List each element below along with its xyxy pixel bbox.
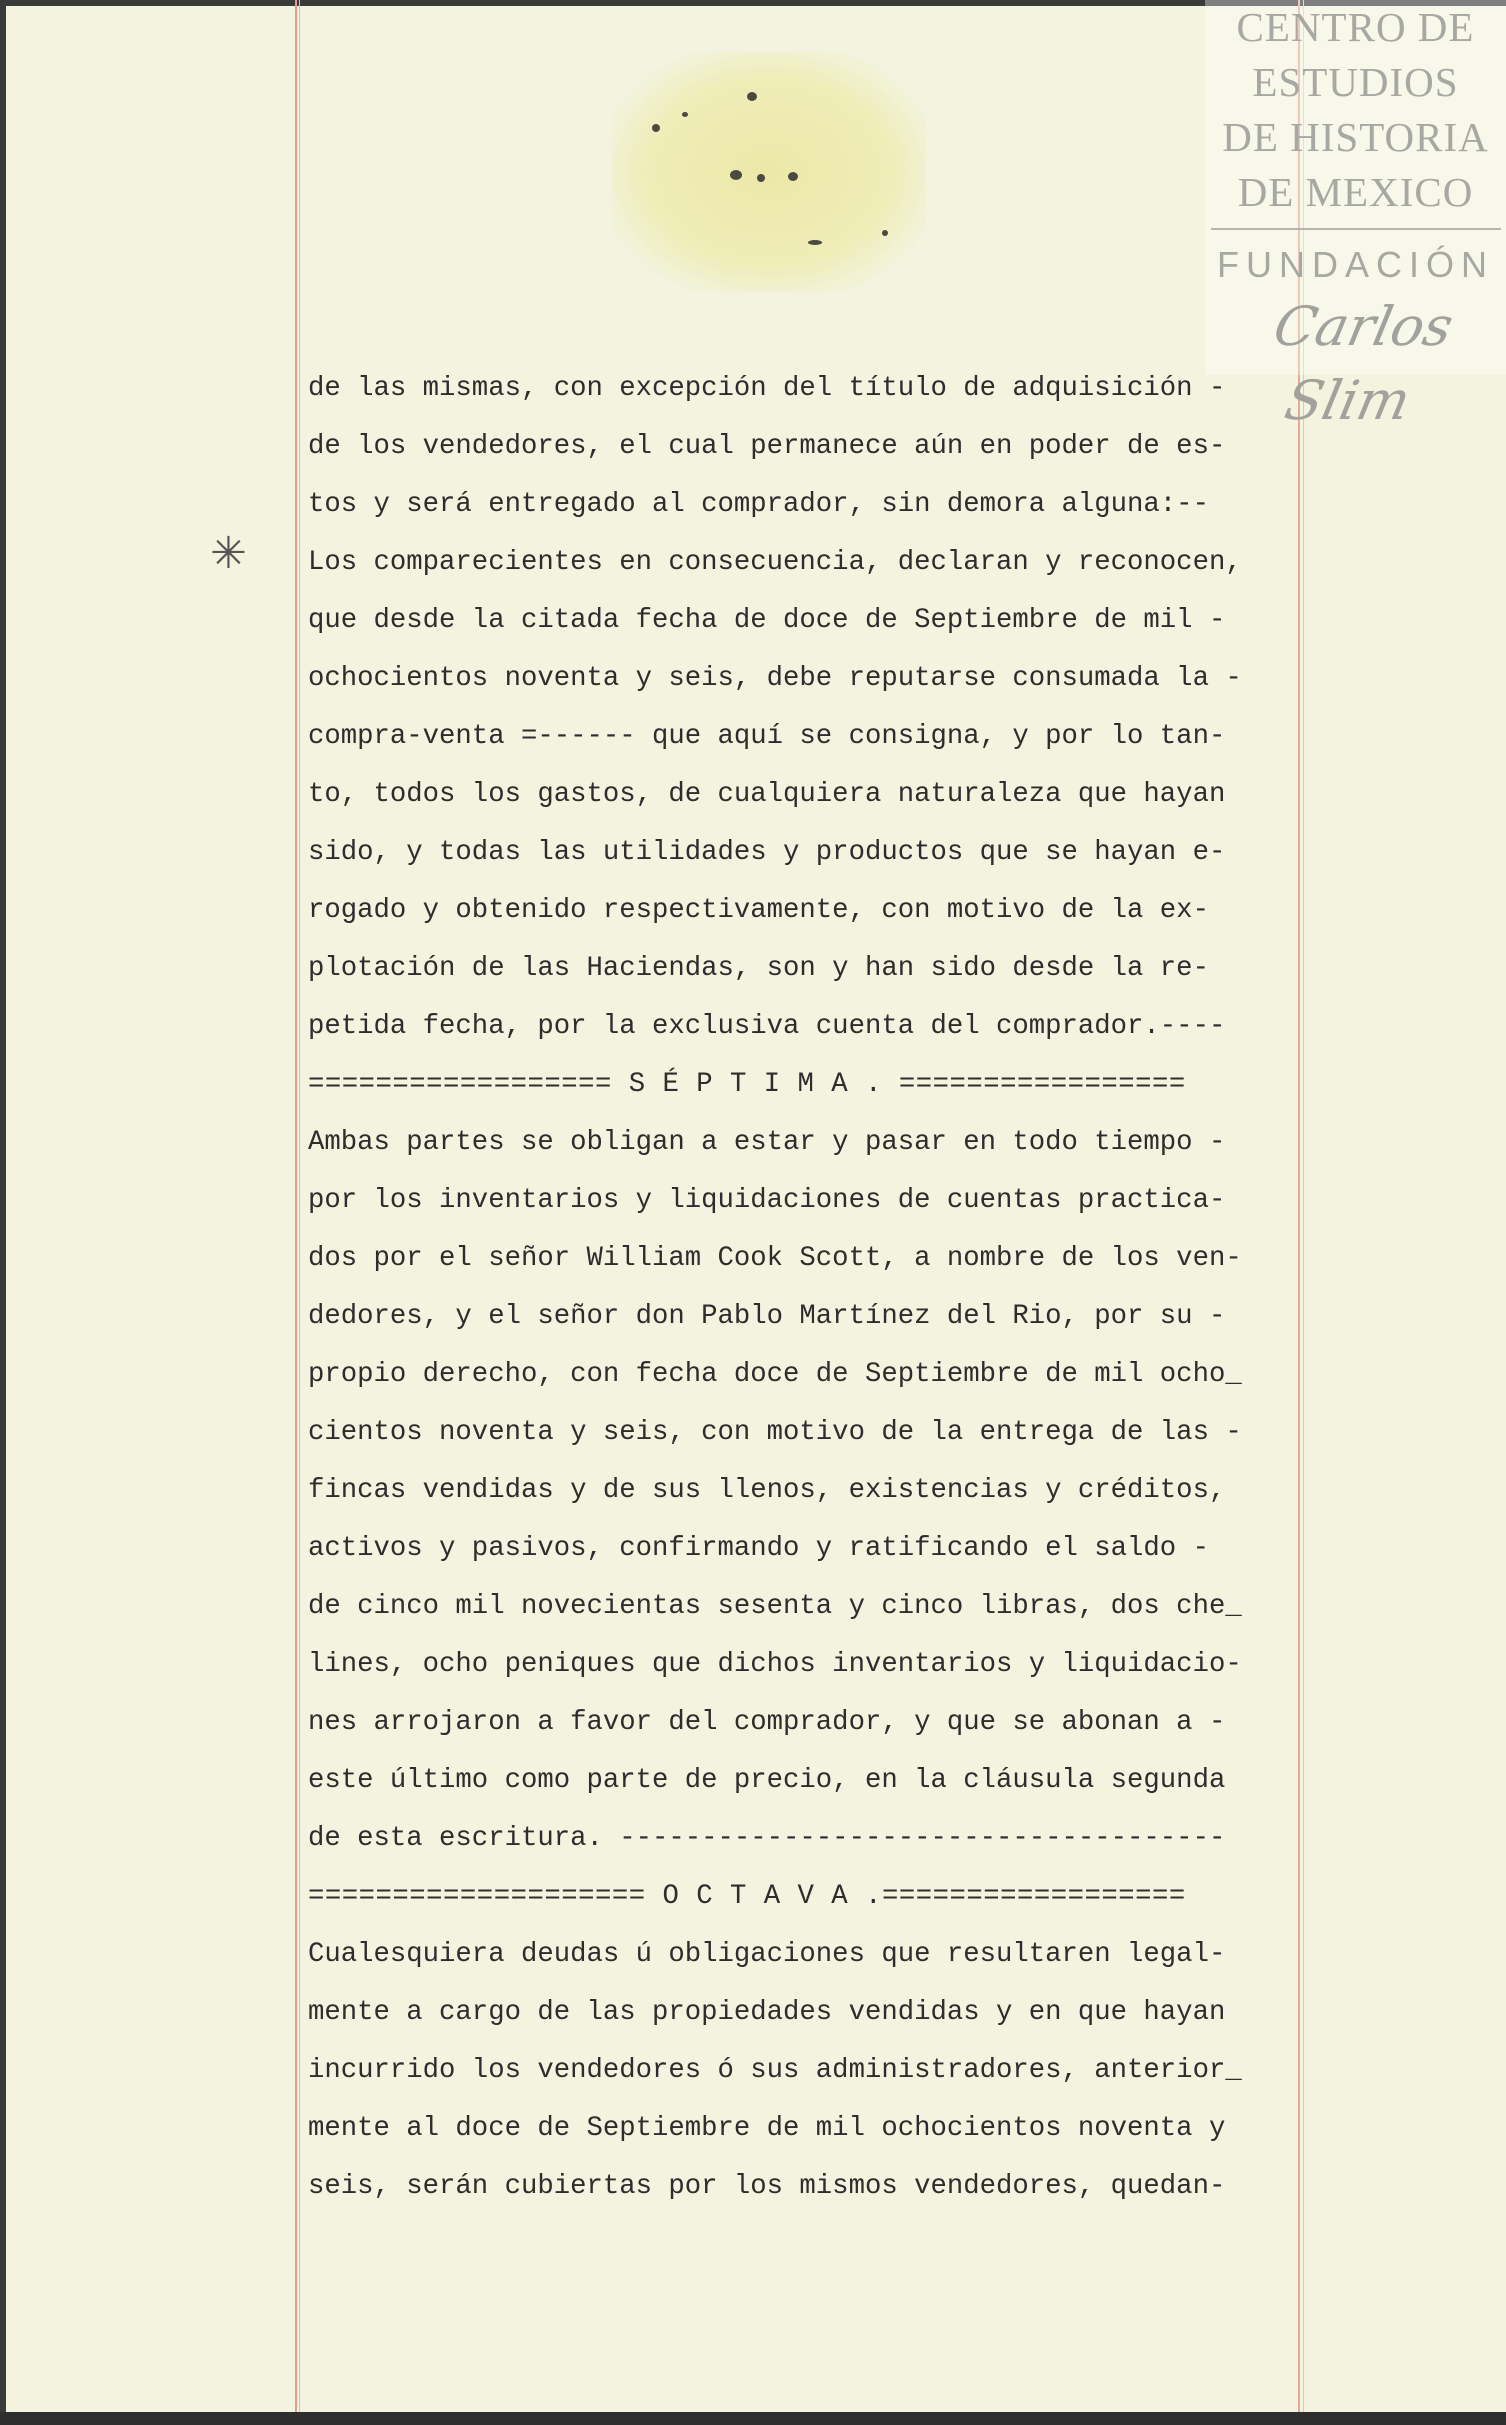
text-line: nes arrojaron a favor del comprador, y que se abonan a - [308, 1707, 1226, 1738]
watermark-line: DE MEXICO [1237, 169, 1474, 215]
text-line: ochocientos noventa y seis, debe reputarse consumada la - [308, 663, 1242, 694]
text-line: petida fecha, por la exclusiva cuenta del comprador.---- [308, 1011, 1226, 1042]
text-line: de los vendedores, el cual permanece aún en poder de es- [308, 431, 1226, 462]
text-line: compra-venta =------ que aquí se consigna, y por lo tan- [308, 721, 1226, 752]
stamp-mark [682, 112, 688, 117]
text-line: Los comparecientes en consecuencia, declaran y reconocen, [308, 547, 1242, 578]
faded-seal-stamp [612, 52, 926, 292]
text-line: Cualesquiera deudas ú obligaciones que resultaren legal- [308, 1939, 1226, 1970]
text-line: sido, y todas las utilidades y productos que se hayan e- [308, 837, 1226, 868]
typed-text-body [308, 360, 1308, 2216]
stamp-mark [730, 170, 742, 180]
text-line: tos y será entregado al comprador, sin demora alguna:-- [308, 489, 1209, 520]
stamp-mark [788, 172, 798, 181]
watermark-fundacion: FUNDACIÓN [1217, 244, 1494, 285]
watermark-line: CENTRO DE [1236, 4, 1475, 50]
watermark-signature: Carlos Slim [1268, 295, 1459, 432]
scan-edge-left [0, 0, 6, 2425]
text-line: que desde la citada fecha de doce de Septiembre de mil - [308, 605, 1226, 636]
text-line: de cinco mil novecientas sesenta y cinco libras, dos che_ [308, 1591, 1242, 1622]
text-line: lines, ocho peniques que dichos inventarios y liquidacio- [308, 1649, 1242, 1680]
text-line: de las mismas, con excepción del título de adquisición - [308, 373, 1226, 404]
text-line: mente a cargo de las propiedades vendidas y en que hayan [308, 1997, 1226, 2028]
stamp-mark [882, 230, 888, 236]
text-line: por los inventarios y liquidaciones de cuentas practica- [308, 1185, 1226, 1216]
watermark-divider [1211, 228, 1501, 230]
text-line: de esta escritura. ------------------------------------- [308, 1823, 1226, 1854]
left-margin-rule [295, 0, 297, 2412]
text-line: mente al doce de Septiembre de mil ochocientos noventa y [308, 2113, 1226, 2144]
text-line: dos por el señor William Cook Scott, a nombre de los ven- [308, 1243, 1242, 1274]
stamp-mark [652, 124, 660, 132]
watermark-line: ESTUDIOS [1252, 59, 1459, 105]
stamp-mark [808, 240, 822, 245]
left-margin-rule-secondary [299, 0, 300, 2412]
watermark-line: DE HISTORIA [1222, 114, 1489, 160]
text-line: plotación de las Haciendas, son y han sido desde la re- [308, 953, 1209, 984]
text-line: fincas vendidas y de sus llenos, existencias y créditos, [308, 1475, 1226, 1506]
section-heading-octava: ==================== O C T A V A .================== [308, 1881, 1186, 1912]
text-line: to, todos los gastos, de cualquiera naturaleza que hayan [308, 779, 1226, 810]
text-line: este último como parte de precio, en la cláusula segunda [308, 1765, 1226, 1796]
scan-edge-bottom [0, 2412, 1506, 2425]
foundation-watermark [1205, 0, 1506, 432]
section-heading-septima: ================== S É P T I M A . ================= [308, 1069, 1186, 1100]
stamp-mark [757, 174, 765, 182]
text-line: activos y pasivos, confirmando y ratificando el saldo - [308, 1533, 1209, 1564]
text-line: rogado y obtenido respectivamente, con motivo de la ex- [308, 895, 1209, 926]
margin-asterisk-mark: ✳ [210, 528, 247, 579]
text-line: dedores, y el señor don Pablo Martínez del Rio, por su - [308, 1301, 1226, 1332]
text-line: propio derecho, con fecha doce de Septiembre de mil ocho_ [308, 1359, 1242, 1390]
text-line: Ambas partes se obligan a estar y pasar en todo tiempo - [308, 1127, 1226, 1158]
text-line: seis, serán cubiertas por los mismos vendedores, quedan- [308, 2171, 1226, 2202]
stamp-mark [747, 92, 757, 101]
text-line: incurrido los vendedores ó sus administradores, anterior_ [308, 2055, 1242, 2086]
text-line: cientos noventa y seis, con motivo de la entrega de las - [308, 1417, 1242, 1448]
